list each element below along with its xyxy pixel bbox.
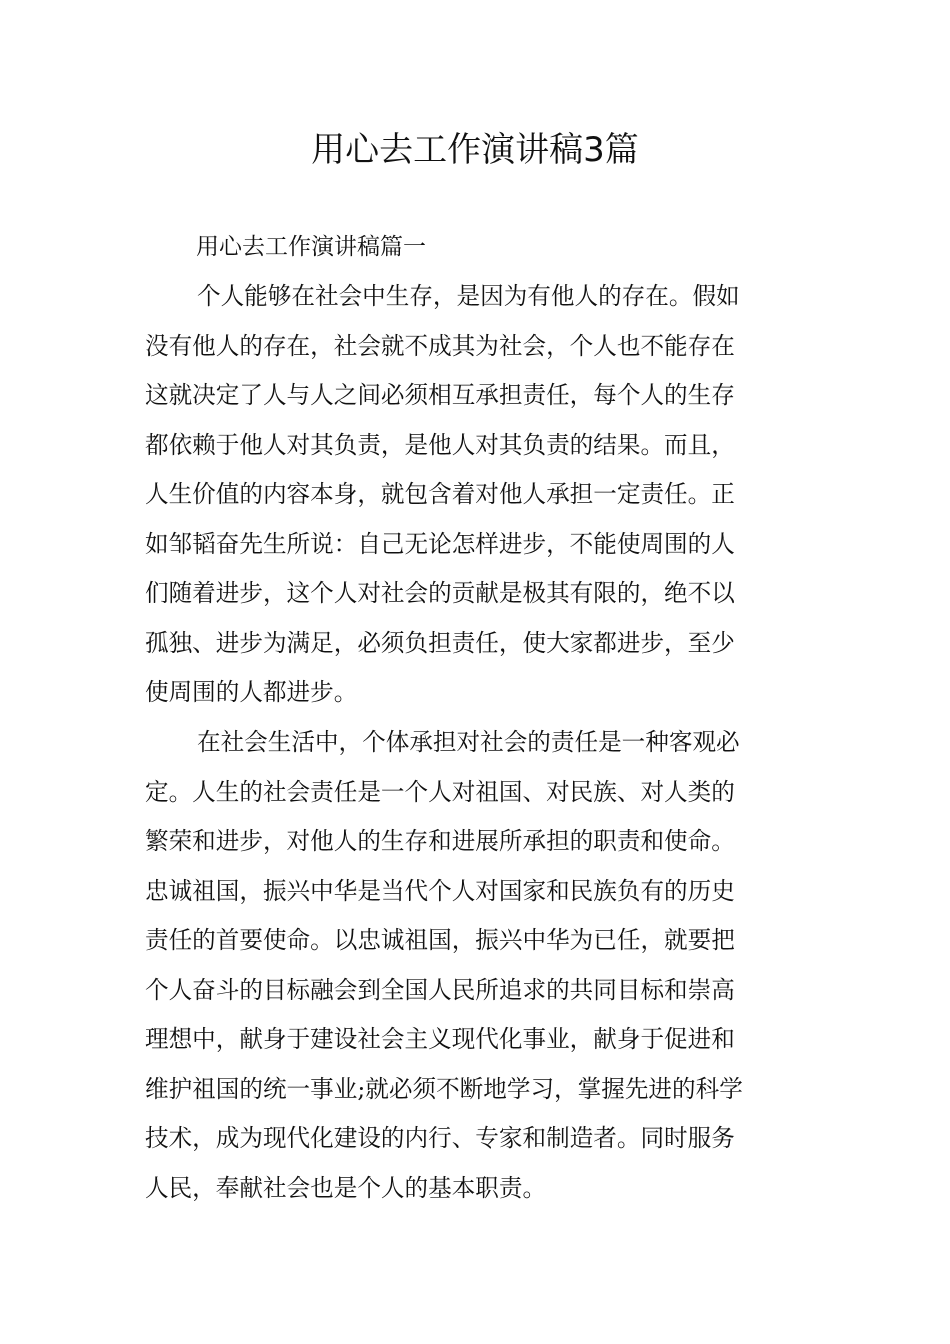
section-heading: 用心去工作演讲稿篇一: [196, 234, 426, 260]
paragraph-line: 维护祖国的统一事业;就必须不断地学习，掌握先进的科学: [145, 1074, 743, 1103]
paragraph-line: 人生价值的内容本身，就包含着对他人承担一定责任。正: [145, 480, 735, 508]
paragraph-1: [145, 272, 740, 718]
paragraph-line: 这就决定了人与人之间必须相互承担责任，每个人的生存: [145, 381, 735, 409]
paragraph-line: 孤独、进步为满足，必须负担责任，使大家都进步，至少: [145, 628, 735, 657]
paragraph-line: 都依赖于他人对其负责，是他人对其负责的结果。而且，: [145, 430, 735, 459]
paragraph-line: 技术，成为现代化建设的内行、专家和制造者。同时服务: [145, 1124, 735, 1152]
paragraph-line: 在社会生活中，个体承担对社会的责任是一种客观必: [197, 728, 740, 756]
paragraph-line: 人民，奉献社会也是个人的基本职责。: [145, 1173, 547, 1202]
paragraph-line: 们随着进步，这个人对社会的贡献是极其有限的，绝不以: [145, 579, 735, 607]
document-title: 用心去工作演讲稿3篇: [311, 130, 639, 170]
paragraph-2: [145, 718, 743, 1213]
paragraph-line: 如邹韬奋先生所说：自己无论怎样进步，不能使周围的人: [145, 529, 735, 558]
paragraph-line: 责任的首要使命。以忠诚祖国，振兴中华为已任，就要把: [145, 926, 735, 954]
paragraph-line: 理想中，献身于建设社会主义现代化事业，献身于促进和: [145, 1025, 735, 1053]
paragraph-line: 忠诚祖国，振兴中华是当代个人对国家和民族负有的历史: [145, 876, 735, 905]
paragraph-line: 定。人生的社会责任是一个人对祖国、对民族、对人类的: [145, 777, 735, 806]
paragraph-line: 没有他人的存在，社会就不成其为社会，个人也不能存在: [145, 331, 735, 360]
paragraph-line: 使周围的人都进步。: [145, 678, 358, 706]
paragraph-line: 繁荣和进步，对他人的生存和进展所承担的职责和使命。: [145, 827, 735, 855]
paragraph-line: 个人奋斗的目标融会到全国人民所追求的共同目标和崇高: [145, 975, 735, 1004]
paragraph-line: 个人能够在社会中生存，是因为有他人的存在。假如: [197, 282, 740, 310]
